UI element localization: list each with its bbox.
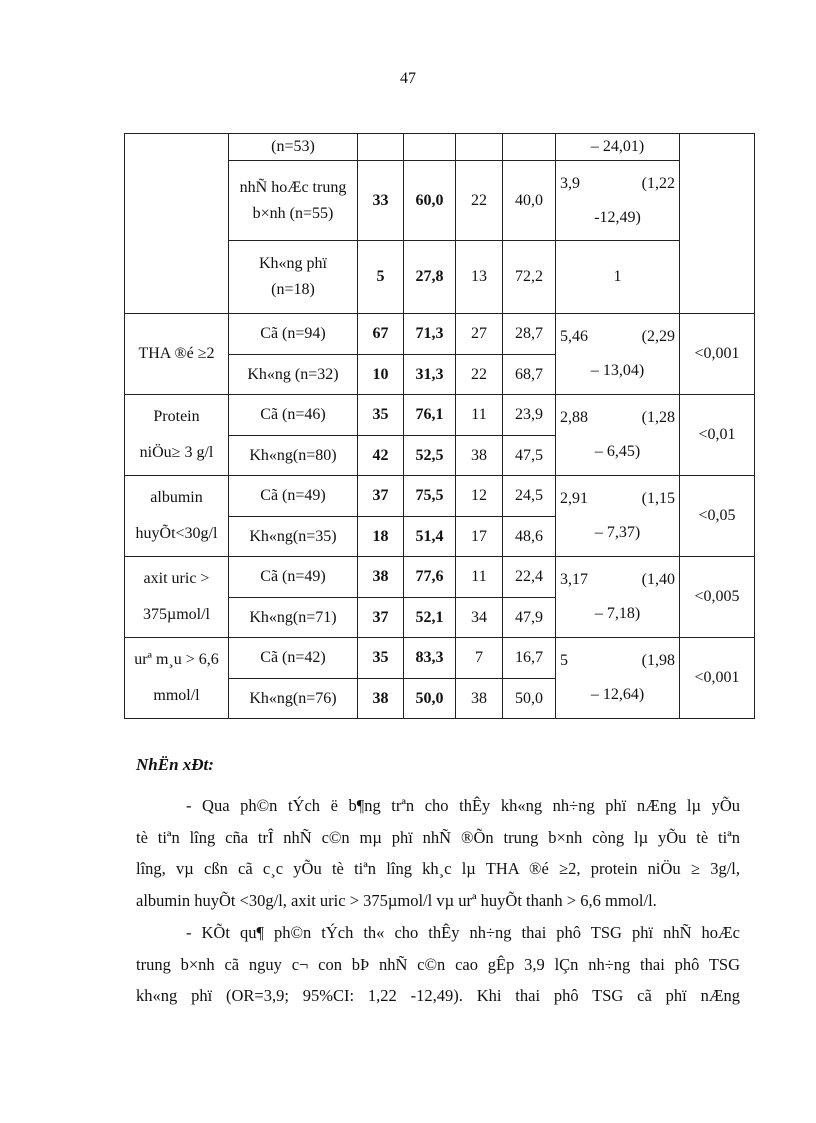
count-normal-weight: 22 bbox=[456, 355, 503, 395]
count-normal-weight: 11 bbox=[456, 557, 503, 598]
count-normal-weight: 38 bbox=[456, 679, 503, 719]
percent-normal-weight: 28,7 bbox=[503, 314, 556, 355]
comment-paragraph-1 bbox=[136, 790, 740, 916]
subgroup-count: b×nh (n=55) bbox=[252, 204, 334, 222]
subgroup-label: Kh«ng(n=35) bbox=[229, 517, 358, 557]
percent-normal-weight: 72,2 bbox=[503, 241, 556, 314]
p-value: <0,05 bbox=[680, 476, 755, 557]
factor-label: THA ®é ≥2 bbox=[125, 314, 229, 395]
count-normal-weight: 27 bbox=[456, 314, 503, 355]
count-low-weight: 38 bbox=[358, 557, 404, 598]
or-ci-cell: 5 (1,98 – 12,64) bbox=[556, 638, 680, 719]
count-low-weight: 35 bbox=[358, 395, 404, 436]
percent-low-weight: 51,4 bbox=[404, 517, 456, 557]
table-row bbox=[125, 476, 755, 517]
subgroup-label: Kh«ng(n=80) bbox=[229, 436, 358, 476]
text-line: - KÕt qu¶ ph©n tÝch th« cho thÊy nh÷ng thai phô TSG phï nhÑ hoÆc bbox=[186, 923, 740, 942]
percent-normal-weight: 22,4 bbox=[503, 557, 556, 598]
percent-normal-weight: 48,6 bbox=[503, 517, 556, 557]
text-line: kh«ng phï (OR=3,9; 95%CI: 1,22 -12,49). Khi thai phô TSG cã phï nÆng bbox=[136, 986, 740, 1005]
percent-low-weight: 71,3 bbox=[404, 314, 456, 355]
percent-normal-weight: 68,7 bbox=[503, 355, 556, 395]
factor-label: urª m¸u > 6,6 mmol/l bbox=[125, 638, 229, 719]
subgroup-count: (n=18) bbox=[271, 281, 315, 298]
count-low-weight: 67 bbox=[358, 314, 404, 355]
count-low-weight: 5 bbox=[358, 241, 404, 314]
percent-low-weight: 27,8 bbox=[404, 241, 456, 314]
table-row bbox=[125, 395, 755, 436]
count-low-weight: 37 bbox=[358, 476, 404, 517]
percent-low-weight: 52,5 bbox=[404, 436, 456, 476]
count-low-weight: 33 bbox=[358, 161, 404, 241]
count-normal-weight: 13 bbox=[456, 241, 503, 314]
or-ci-cell: 1 bbox=[556, 241, 680, 314]
percent-normal-weight: 47,5 bbox=[503, 436, 556, 476]
count-normal-weight: 11 bbox=[456, 395, 503, 436]
text-line: lîng, vµ cßn cã c¸c yÕu tè tiªn lîng kh¸c lµ THA ®é ≥2, protein niÖu ≥ 3g/l, bbox=[136, 859, 740, 878]
subgroup-label: Kh«ng phï bbox=[259, 255, 327, 272]
count-low-weight: 37 bbox=[358, 598, 404, 638]
or-ci-cell: 3,17 (1,40 – 7,18) bbox=[556, 557, 680, 638]
subgroup-label: nhÑ hoÆc trung bbox=[239, 178, 347, 196]
p-value-cell bbox=[680, 134, 755, 314]
count-low-weight: 38 bbox=[358, 679, 404, 719]
percent-normal-weight: 47,9 bbox=[503, 598, 556, 638]
text-line: albumin huyÕt <30g/l, axit uric > 375µmol/l vµ urª huyÕt thanh > 6,6 mmol/l. bbox=[136, 890, 657, 910]
subgroup-label: Kh«ng(n=71) bbox=[229, 598, 358, 638]
text-line: tè tiªn lîng cña trÎ nhÑ c©n mµ phï nhÑ ®Õn trung b×nh còng lµ yÕu tè tiªn bbox=[136, 827, 740, 847]
count-normal-weight: 34 bbox=[456, 598, 503, 638]
p-value: <0,001 bbox=[680, 314, 755, 395]
count-normal-weight: 7 bbox=[456, 638, 503, 679]
subgroup-label: Cã (n=42) bbox=[229, 638, 358, 679]
percent-low-weight: 83,3 bbox=[404, 638, 456, 679]
table-row bbox=[125, 638, 755, 679]
factor-label: albumin huyÕt<30g/l bbox=[125, 476, 229, 557]
percent-low-weight: 50,0 bbox=[404, 679, 456, 719]
or-ci-cell: 3,9 (1,22 -12,49) bbox=[556, 161, 680, 241]
or-ci-cell: 2,91 (1,15 – 7,37) bbox=[556, 476, 680, 557]
subgroup-label: Cã (n=94) bbox=[229, 314, 358, 355]
table-row bbox=[125, 557, 755, 598]
page-number: 47 bbox=[400, 70, 416, 87]
or-ci-cell: 5,46 (2,29 – 13,04) bbox=[556, 314, 680, 395]
or-ci-cell: – 24,01) bbox=[556, 134, 680, 161]
subgroup-label: Cã (n=46) bbox=[229, 395, 358, 436]
text-line: - Qua ph©n tÝch ë b¶ng trªn cho thÊy kh«ng nh÷ng phï nÆng lµ yÕu bbox=[186, 796, 740, 815]
group-label-cell bbox=[125, 134, 229, 314]
subgroup-label: Cã (n=49) bbox=[229, 476, 358, 517]
p-value: <0,001 bbox=[680, 638, 755, 719]
count-low-weight: 18 bbox=[358, 517, 404, 557]
percent-low-weight: 76,1 bbox=[404, 395, 456, 436]
percent-low-weight: 77,6 bbox=[404, 557, 456, 598]
p-value: <0,01 bbox=[680, 395, 755, 476]
comment-paragraph-2 bbox=[136, 917, 740, 1012]
text-line: trung b×nh cã nguy c¬ con bÞ nhÑ c©n cao gÊp 3,9 lÇn nh÷ng thai phô TSG bbox=[136, 954, 740, 974]
subgroup-label: Kh«ng(n=76) bbox=[229, 679, 358, 719]
table-row bbox=[125, 134, 755, 161]
count-normal-weight: 22 bbox=[456, 161, 503, 241]
count-normal-weight: 17 bbox=[456, 517, 503, 557]
subgroup-label: Kh«ng (n=32) bbox=[229, 355, 358, 395]
count-normal-weight: 38 bbox=[456, 436, 503, 476]
count-low-weight: 35 bbox=[358, 638, 404, 679]
percent-normal-weight: 40,0 bbox=[503, 161, 556, 241]
percent-low-weight: 31,3 bbox=[404, 355, 456, 395]
percent-normal-weight: 24,5 bbox=[503, 476, 556, 517]
or-ci-cell: 2,88 (1,28 – 6,45) bbox=[556, 395, 680, 476]
count-low-weight: 10 bbox=[358, 355, 404, 395]
count-normal-weight: 12 bbox=[456, 476, 503, 517]
factor-label: axit uric > 375µmol/l bbox=[125, 557, 229, 638]
factor-label: Protein niÖu≥ 3 g/l bbox=[125, 395, 229, 476]
count-low-weight: 42 bbox=[358, 436, 404, 476]
percent-low-weight: 60,0 bbox=[404, 161, 456, 241]
results-table bbox=[124, 133, 755, 719]
p-value: <0,005 bbox=[680, 557, 755, 638]
percent-low-weight: 52,1 bbox=[404, 598, 456, 638]
percent-normal-weight: 23,9 bbox=[503, 395, 556, 436]
subgroup-label: (n=53) bbox=[229, 134, 358, 161]
subgroup-label: Cã (n=49) bbox=[229, 557, 358, 598]
table-row bbox=[125, 314, 755, 355]
percent-low-weight: 75,5 bbox=[404, 476, 456, 517]
comment-heading: NhËn xÐt: bbox=[136, 755, 214, 774]
percent-normal-weight: 50,0 bbox=[503, 679, 556, 719]
percent-normal-weight: 16,7 bbox=[503, 638, 556, 679]
